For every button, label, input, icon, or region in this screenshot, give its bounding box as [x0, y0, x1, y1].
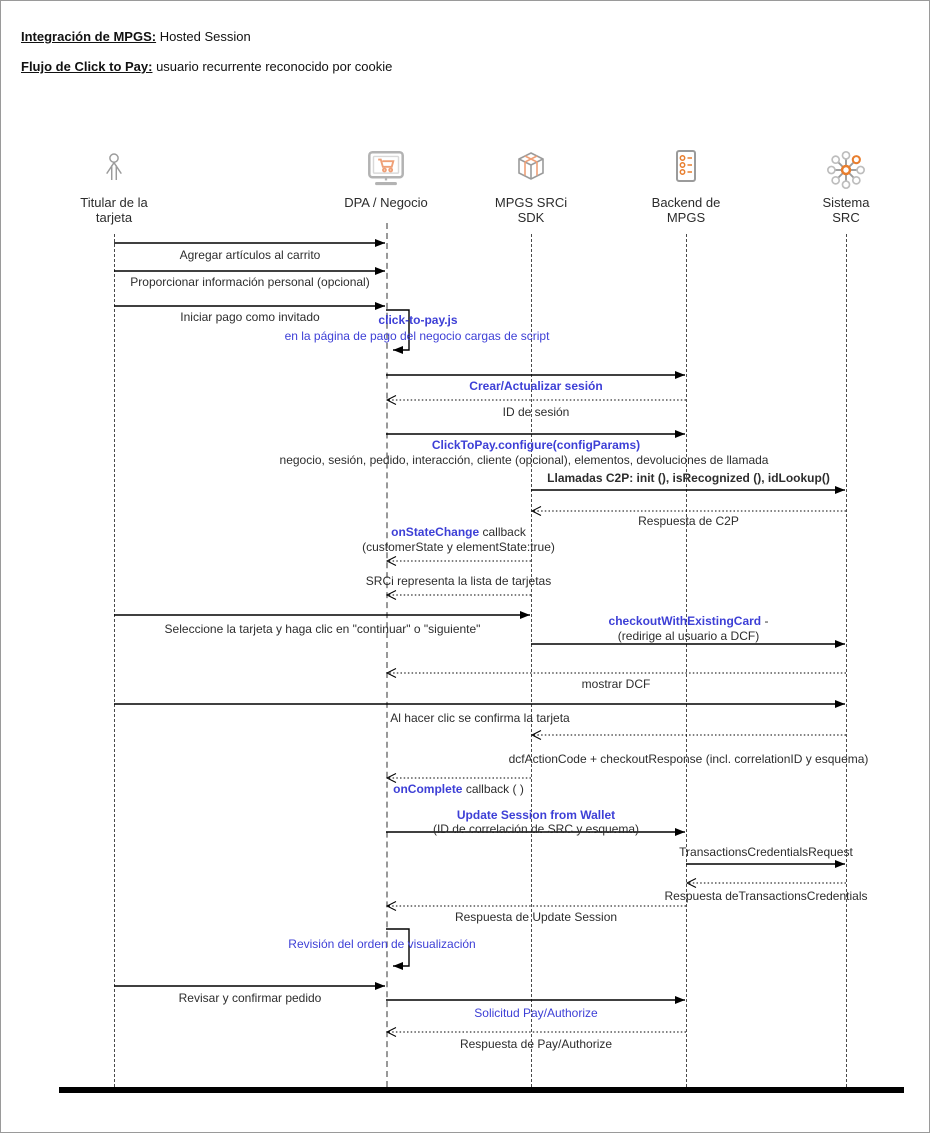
message-label-text: mostrar DCF — [581, 677, 651, 691]
actor-sistema-src — [776, 147, 916, 225]
message-label — [280, 453, 769, 467]
message-label — [457, 808, 615, 822]
message-label-text: Proporcionar información personal (opcional) — [130, 275, 370, 289]
message-label-text: negocio, sesión, pedido, interacción, cliente (opcional), elementos, devoluciones de llamada — [279, 453, 769, 467]
message-label — [547, 471, 830, 485]
message-label — [285, 329, 550, 343]
message-label-text: (ID de correlación de SRC y esquema) — [432, 822, 640, 836]
integration-title-value: Hosted Session — [156, 29, 251, 44]
message-label-text: ClickToPay.configure(configParams) — [431, 438, 641, 452]
monitor-cart-icon — [316, 147, 456, 193]
message-label-text: callback ( ) — [462, 782, 524, 796]
actor-label: Titular de la tarjeta — [80, 195, 148, 225]
message-label-text: Respuesta deTransactionsCredentials — [664, 889, 868, 903]
message-label — [609, 614, 769, 628]
message-label — [180, 310, 319, 324]
message-label — [130, 275, 369, 289]
message-label-text: (redirige al usuario a DCF) — [617, 629, 760, 643]
actor-label: DPA / Negocio — [344, 195, 428, 210]
message-label — [509, 752, 869, 766]
message-label — [378, 313, 457, 327]
message-label — [393, 782, 524, 796]
message-label-text: onComplete — [393, 782, 463, 796]
flow-title-value: usuario recurrente reconocido por cookie — [152, 59, 393, 74]
message-label — [433, 822, 639, 836]
network-icon — [776, 147, 916, 193]
flow-title-label: Flujo de Click to Pay: — [21, 59, 153, 74]
message-label — [455, 910, 617, 924]
message-label-text: TransactionsCredentialsRequest — [679, 845, 853, 859]
integration-title — [21, 29, 392, 45]
message-label — [618, 629, 759, 643]
message-label — [679, 845, 853, 859]
message-label — [165, 622, 481, 636]
message-label-text: Respuesta de Pay/Authorize — [459, 1037, 613, 1051]
message-label-text: Respuesta de Update Session — [454, 910, 618, 924]
message-label-text: Iniciar pago como invitado — [180, 310, 320, 324]
lifeline-backend-mpgs — [686, 234, 687, 1087]
lifeline-dpa-negocio — [386, 223, 388, 1087]
actor-dpa-negocio — [316, 147, 456, 210]
message-label — [474, 1006, 597, 1020]
message-label-text: Respuesta de C2P — [638, 514, 739, 528]
message-label-text: callback — [479, 525, 526, 539]
message-label-text: Agregar artículos al carrito — [179, 248, 321, 262]
message-label — [582, 677, 651, 691]
message-label-text: dcfActionCode + checkoutResponse (incl. correlationID y esquema) — [508, 752, 869, 766]
message-label — [390, 711, 569, 725]
message-label — [179, 991, 322, 1005]
person-icon — [44, 147, 184, 193]
server-icon — [616, 147, 756, 193]
actor-label: Sistema SRC — [822, 195, 870, 225]
diagram-header — [21, 29, 392, 89]
message-label-text: Crear/Actualizar sesión — [469, 379, 603, 393]
message-label-text: Update Session from Wallet — [456, 808, 616, 822]
flow-title — [21, 59, 392, 75]
message-label-text: checkoutWithExistingCard — [608, 614, 762, 628]
message-label — [665, 889, 868, 903]
message-label — [180, 248, 321, 262]
message-label — [362, 540, 555, 554]
message-label-text: Revisión del orden de visualización — [288, 937, 476, 951]
message-label-text: (customerState y elementState:true) — [362, 540, 555, 554]
message-label-text: Revisar y confirmar pedido — [178, 991, 322, 1005]
integration-title-label: Integración de MPGS: — [21, 29, 157, 44]
message-label — [503, 405, 570, 419]
lifeline-cardholder — [114, 234, 115, 1087]
message-label — [638, 514, 739, 528]
message-label — [391, 525, 526, 539]
message-label-text: en la página de pago del negocio cargas de script — [284, 329, 550, 343]
message-label-text: Seleccione la tarjeta y haga clic en "continuar" o "siguiente" — [164, 622, 481, 636]
package-icon — [461, 147, 601, 193]
message-label-text: onStateChange — [391, 525, 480, 539]
actor-label: MPGS SRCi SDK — [494, 195, 568, 225]
message-label — [460, 1037, 612, 1051]
message-label — [366, 574, 551, 588]
message-label-text: click-to-pay.js — [378, 313, 458, 327]
baseline-bar — [59, 1087, 904, 1093]
message-label-text: Solicitud Pay/Authorize — [474, 1006, 598, 1020]
message-label — [288, 937, 475, 951]
message-label-text: ID de sesión — [502, 405, 570, 419]
actor-backend-mpgs — [616, 147, 756, 225]
lifeline-sistema-src — [846, 234, 847, 1087]
message-label — [432, 438, 640, 452]
message-label-text: Al hacer clic se confirma la tarjeta — [390, 711, 570, 725]
actor-cardholder — [44, 147, 184, 225]
message-label-text: Llamadas C2P: init (), isRecognized (), idLookup() — [547, 471, 830, 485]
lifeline-mpgs-srci-sdk — [531, 234, 532, 1087]
message-label-text: SRCi representa la lista de tarjetas — [365, 574, 552, 588]
message-label — [469, 379, 602, 393]
actor-label: Backend de MPGS — [651, 195, 721, 225]
message-label-text: - — [761, 614, 769, 628]
actor-mpgs-srci-sdk — [461, 147, 601, 225]
